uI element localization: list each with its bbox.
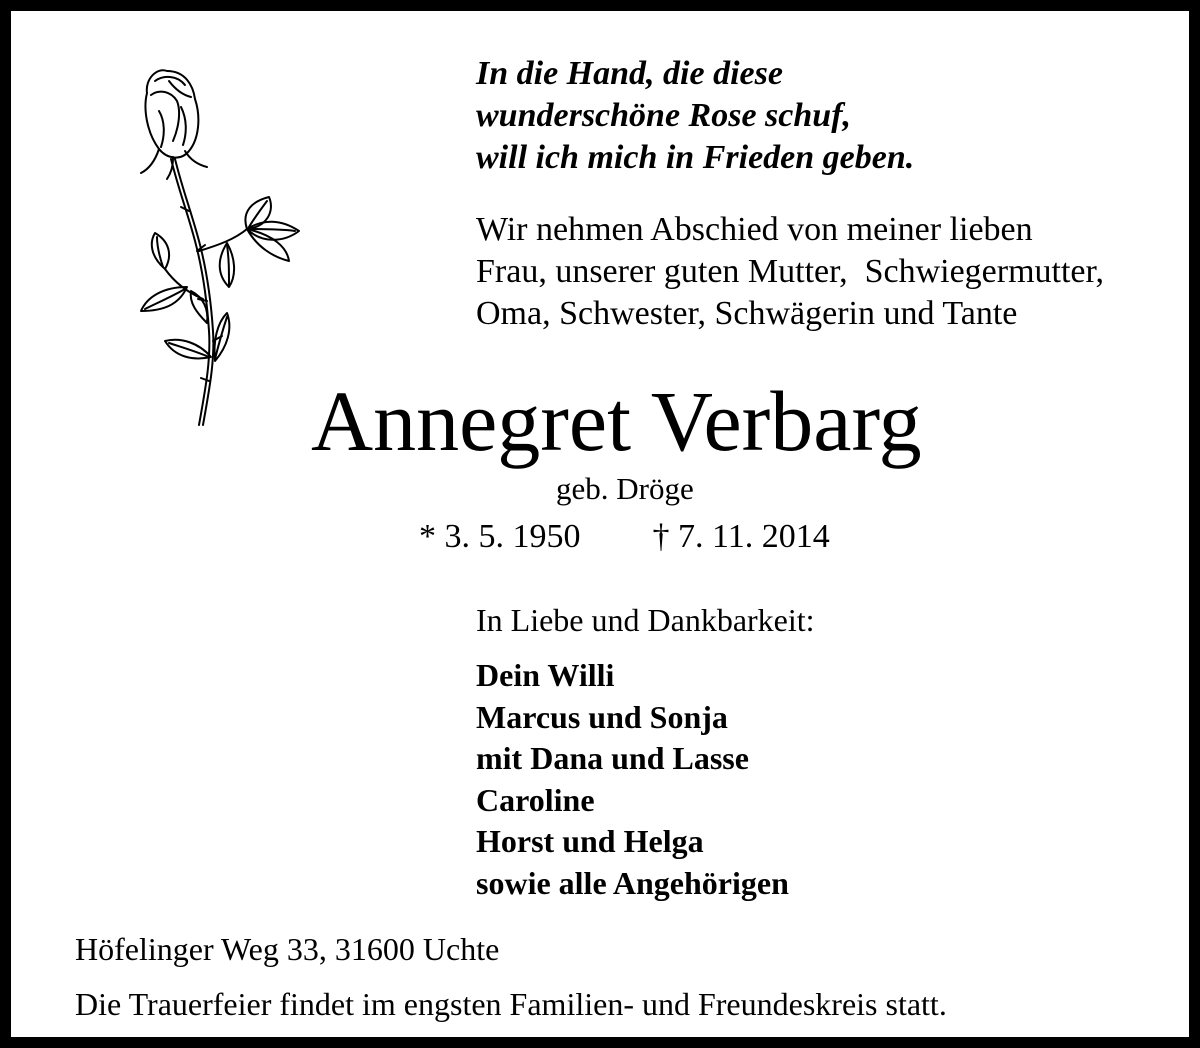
farewell-line: Oma, Schwester, Schwägerin und Tante bbox=[476, 295, 1018, 332]
list-item: Marcus und Sonja bbox=[476, 698, 728, 735]
life-dates bbox=[419, 517, 830, 557]
ceremony-note: Die Trauerfeier findet im engsten Familien- und Freundeskreis statt. bbox=[75, 986, 947, 1022]
list-item: Dein Willi bbox=[476, 657, 615, 693]
poem-line: In die Hand, die diese bbox=[476, 55, 783, 92]
list-item: Caroline bbox=[476, 781, 595, 818]
list-item: mit Dana und Lasse bbox=[476, 740, 749, 776]
list-item: Horst und Helga bbox=[476, 823, 704, 859]
poem-line: will ich mich in Frieden geben. bbox=[476, 139, 915, 176]
deceased-name: Annegret Verbarg bbox=[311, 373, 922, 469]
address: Höfelinger Weg 33, 31600 Uchte bbox=[75, 931, 500, 967]
list-item: sowie alle Angehörigen bbox=[476, 864, 789, 901]
farewell-line: Frau, unserer guten Mutter, Schwiegermutter, bbox=[476, 253, 1104, 290]
death-date: † 7. 11. 2014 bbox=[652, 518, 830, 555]
farewell-text bbox=[476, 209, 1104, 335]
maiden-name: geb. Dröge bbox=[556, 471, 694, 506]
rose-icon bbox=[129, 61, 319, 431]
mourners-intro: In Liebe und Dankbarkeit: bbox=[476, 602, 815, 638]
mourners-list bbox=[476, 655, 789, 904]
farewell-line: Wir nehmen Abschied von meiner lieben bbox=[476, 211, 1033, 248]
poem-verse bbox=[476, 53, 914, 179]
birth-date: * 3. 5. 1950 bbox=[419, 518, 581, 555]
poem-line: wunderschöne Rose schuf, bbox=[476, 97, 852, 134]
